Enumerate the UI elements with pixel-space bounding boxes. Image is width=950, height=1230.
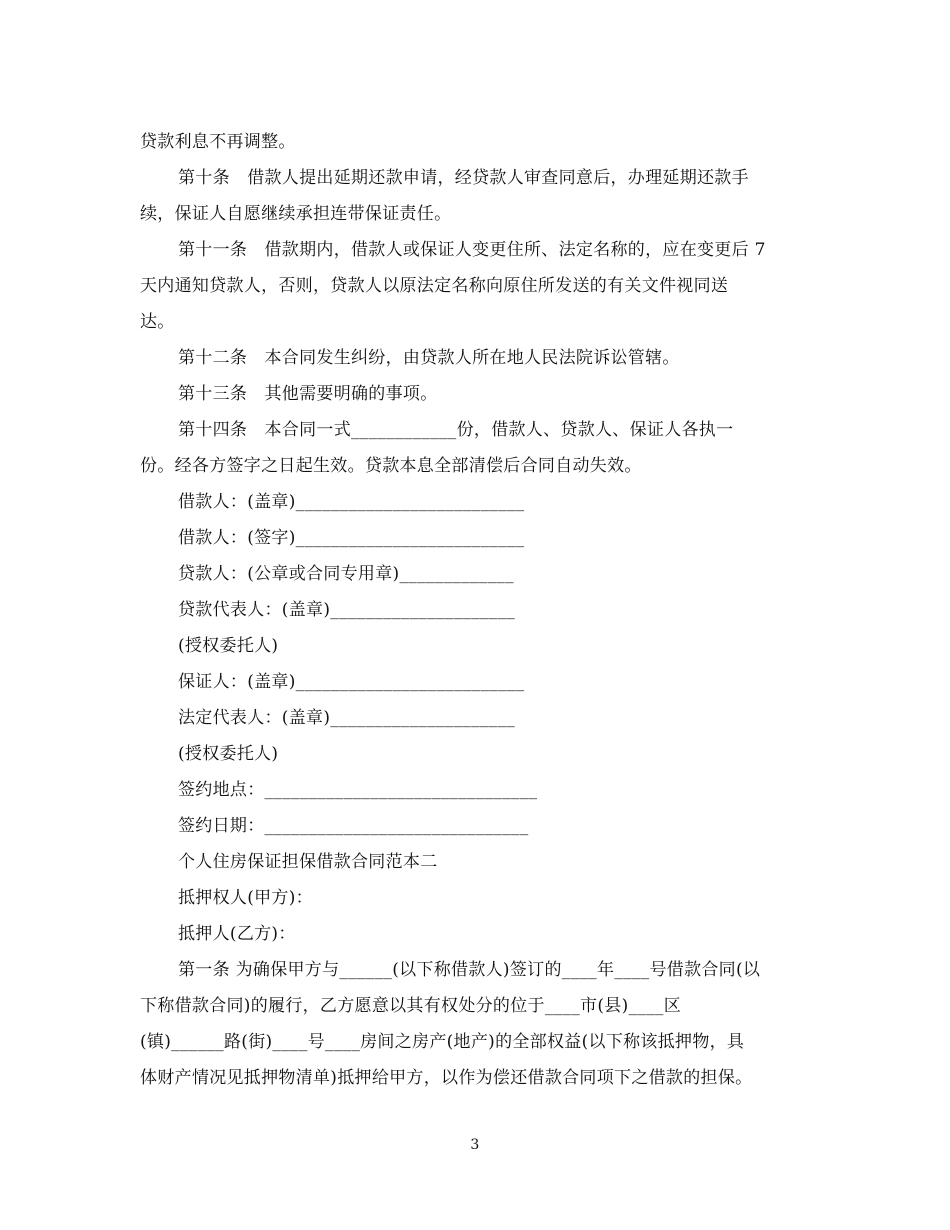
article-1-line-2: 下称借款合同)的履行，乙方愿意以其有权处分的位于____市(县)____区 — [140, 996, 681, 1016]
article-1-line-4: 体财产情况见抵押物清单)抵押给甲方，以作为偿还借款合同项下之借款的担保。 — [140, 1068, 753, 1088]
article-11-line-2: 天内通知贷款人，否则，贷款人以原法定名称向原住所发送的有关文件视同送 — [140, 276, 729, 296]
article-14-line-1: 第十四条 本合同一式____________份，借款人、贷款人、保证人各执一 — [178, 420, 734, 440]
text-line: 贷款利息不再调整。 — [140, 132, 296, 152]
template-title: 个人住房保证担保借款合同范本二 — [178, 852, 438, 872]
signature-borrower-sign: 借款人：(签字)__________________________ — [178, 528, 525, 548]
signing-place: 签约地点：_______________________________ — [178, 780, 538, 800]
article-13-line: 第十三条 其他需要明确的事项。 — [178, 384, 438, 404]
article-11-line-3: 达。 — [140, 312, 175, 332]
signing-date: 签约日期：______________________________ — [178, 816, 529, 836]
signature-borrower-seal: 借款人：(盖章)__________________________ — [178, 492, 525, 512]
article-1-line-1: 第一条 为确保甲方与______(以下称借款人)签订的____年____号借款合同(以 — [178, 960, 761, 980]
mortgagor-line: 抵押人(乙方)： — [178, 924, 296, 944]
article-10-line-2: 续，保证人自愿继续承担连带保证责任。 — [140, 204, 452, 224]
mortgagee-line: 抵押权人(甲方)： — [178, 888, 313, 908]
signature-lender-seal: 贷款人：(公章或合同专用章)_____________ — [178, 564, 514, 584]
article-12-line: 第十二条 本合同发生纠纷，由贷款人所在地人民法院诉讼管辖。 — [178, 348, 680, 368]
page-number: 3 — [470, 1137, 480, 1153]
signature-legal-rep: 法定代表人：(盖章)_____________________ — [178, 708, 516, 728]
article-1-line-3: (镇)______路(街)____号____房间之房产(地产)的全部权益(以下称该抵押物，具 — [140, 1032, 745, 1052]
article-11-line-1: 第十一条 借款期内，借款人或保证人变更住所、法定名称的，应在变更后 7 — [178, 240, 766, 260]
signature-guarantor: 保证人：(盖章)__________________________ — [178, 672, 525, 692]
authorized-agent-1: (授权委托人) — [178, 636, 279, 656]
article-14-line-2: 份。经各方签字之日起生效。贷款本息全部清偿后合同自动失效。 — [140, 456, 642, 476]
article-10-line-1: 第十条 借款人提出延期还款申请，经贷款人审查同意后，办理延期还款手 — [178, 168, 749, 188]
signature-lender-rep: 贷款代表人：(盖章)_____________________ — [178, 600, 516, 620]
authorized-agent-2: (授权委托人) — [178, 744, 279, 764]
